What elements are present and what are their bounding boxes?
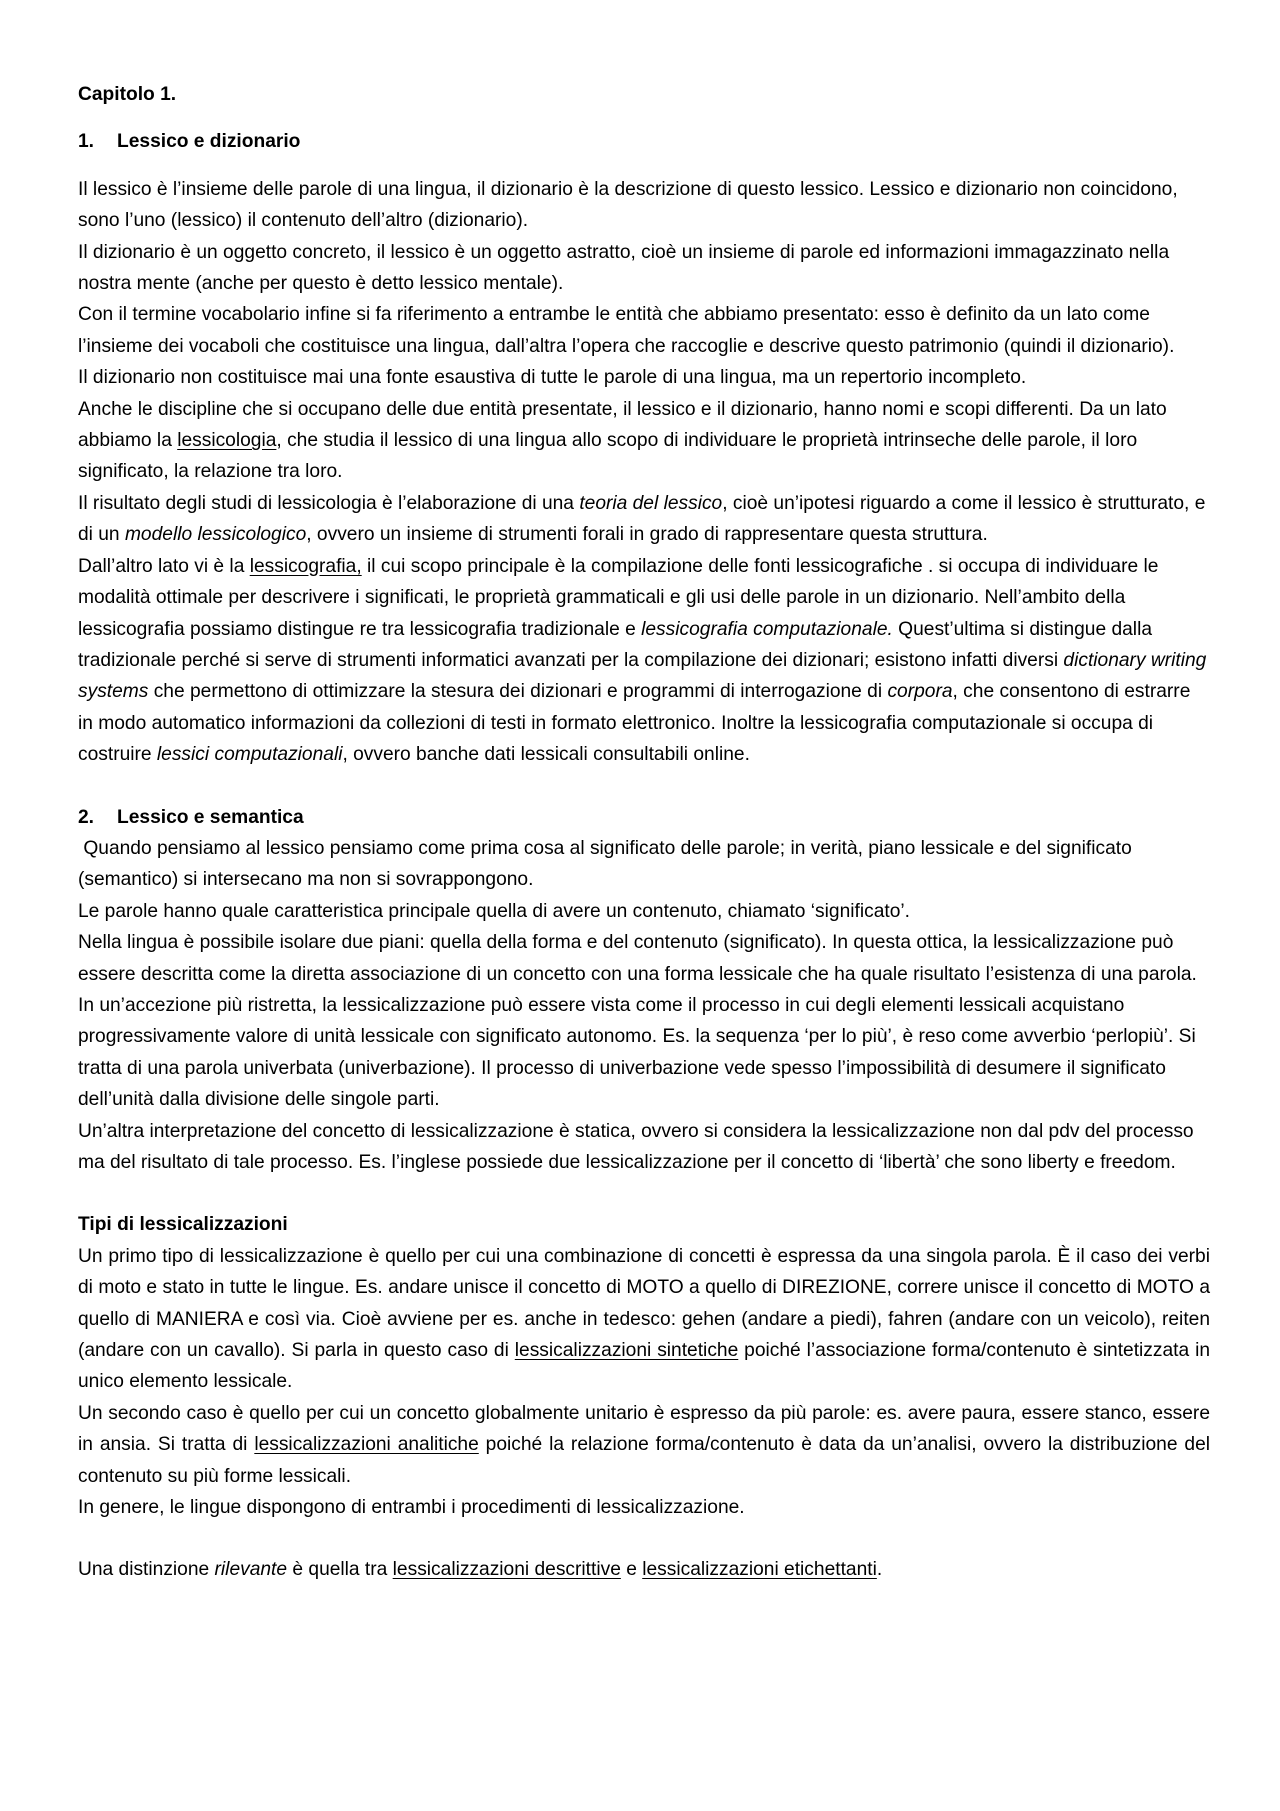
spacer: [78, 1523, 1210, 1554]
term-lessicalizzazioni-etichettanti: lessicalizzazioni etichettanti: [642, 1559, 877, 1581]
section-2-title: Lessico e semantica: [117, 806, 304, 828]
text-run: .: [876, 1559, 883, 1581]
chapter-title: Capitolo 1.: [78, 84, 177, 105]
text-run: Un primo tipo di lessicalizzazione è quello per cui una combinazione di concetti è espressa da una singola parola. È il caso dei verbi di moto e stato in tutte le lingue. Es. andare unisce il concetto di MOTO a quello di DIREZIONE, correre unisce il concetto di MOTO a quello di MANIERA e così via. Cioè avviene per es. anche in tedesco: gehen (andare a piedi), fahren (andare con un veicolo), reiten (andare con un cavallo). Si parla in questo caso di: [78, 1245, 1210, 1362]
text-run: , che studia il lessico di una lingua allo scopo di individuare le proprietà intrinseche delle parole, il loro significato, la relazione tra loro.: [78, 430, 1138, 483]
section-2-heading: [78, 802, 1210, 833]
paragraph: Quando pensiamo al lessico pensiamo come prima cosa al significato delle parole; in verità, piano lessicale e del significato (semantico) si intersecano ma non si sovrappongono.: [78, 837, 1138, 891]
term-lessicalizzazioni-analitiche: lessicalizzazioni analitiche: [254, 1434, 479, 1456]
text-run: è quella tra: [287, 1559, 393, 1581]
section-1-number: 1.: [78, 131, 95, 153]
paragraph: In un’accezione più ristretta, la lessicalizzazione può essere vista come il processo in cui degli elementi lessicali acquistano progressivamente valore di unità lessicale con significato autonomo. Es. la sequenza ‘per lo più’, è reso come avverbio ‘perlopiù’. Si tratta di una parola univerbata (univerbazione). Il processo di univerbazione vede spesso l’impossibilità di desumere il significato dell’unità dalla divisione delle singole parti.: [78, 994, 1196, 1111]
section-1-body: [78, 174, 1210, 771]
term-dictionary-writing-systems: dictionary writing systems: [78, 649, 1207, 703]
spacer: [78, 1178, 1210, 1209]
text-run: che permettono di ottimizzare la stesura dei dizionari e programmi di interrogazione di: [148, 681, 888, 703]
paragraph: In genere, le lingue dispongono di entrambi i procedimenti di lessicalizzazione.: [78, 1497, 745, 1519]
paragraph: Il lessico è l’insieme delle parole di una lingua, il dizionario è la descrizione di questo lessico. Lessico e dizionario non coincidono, sono l’uno (lessico) il contenuto dell’altro (dizionario).: [78, 178, 1178, 232]
paragraph: Con il termine vocabolario infine si fa riferimento a entrambe le entità che abbiamo presentato: esso è definito da un lato come l’insieme dei vocaboli che costituisce una lingua, dall’altra l’opera che raccoglie e descrive questo patrimonio (quindi il dizionario).: [78, 304, 1175, 357]
text-run: Quest’ultima si distingue dalla tradizionale perché si serve di strumenti informatici avanzati per la compilazione dei dizionari; esistono infatti diversi: [78, 618, 1153, 671]
text-run: Dall’altro lato vi è la: [78, 555, 250, 577]
paragraph: [78, 394, 1210, 488]
term-lessici-computazionali: lessici computazionali: [156, 744, 343, 766]
text-run: , che consentono di estrarre in modo automatico informazioni da collezioni di testi in formato elettronico. Inoltre la lessicografia computazionale si occupa di costruire: [78, 681, 1191, 766]
section-1-title: Lessico e dizionario: [117, 131, 301, 153]
section-2-body: [78, 833, 1210, 1178]
subsection-body: [78, 1241, 1210, 1586]
paragraph: Il dizionario non costituisce mai una fonte esaustiva di tutte le parole di una lingua, ma un repertorio incompleto.: [78, 367, 1027, 389]
text-run: , ovvero banche dati lessicali consultabili online.: [342, 744, 750, 766]
term-lessicalizzazioni-descrittive: lessicalizzazioni descrittive: [392, 1559, 621, 1581]
paragraph: [78, 551, 1210, 771]
paragraph: Le parole hanno quale caratteristica principale quella di avere un contenuto, chiamato ‘significato’.: [78, 900, 910, 922]
term-lessicologia: lessicologia: [177, 430, 277, 452]
text-run: , ovvero un insieme di strumenti forali in grado di rappresentare questa struttura.: [306, 524, 988, 546]
term-corpora: corpora: [887, 681, 953, 703]
text-run: poiché l’associazione forma/contenuto è sintetizzata in unico elemento lessicale.: [78, 1340, 1211, 1393]
subsection-heading: Tipi di lessicalizzazioni: [78, 1214, 288, 1236]
text-run: Anche le discipline che si occupano delle due entità presentate, il lessico e il dizionario, hanno nomi e scopi differenti. Da un lato abbiamo la: [78, 398, 1167, 452]
text-run: Una distinzione: [78, 1559, 215, 1581]
paragraph: Un’altra interpretazione del concetto di lessicalizzazione è statica, ovvero si considera la lessicalizzazione non dal pdv del processo ma del risultato di tale processo. Es. l’inglese possiede due lessicalizzazione per il concetto di ‘libertà’ che sono liberty e freedom.: [78, 1120, 1194, 1173]
text-run: il cui scopo principale è la compilazione delle fonti lessicografiche . si occupa di individuare le modalità ottimale per descrivere i significati, le proprietà grammaticali e gli usi delle parole in un dizionario. Nell’ambito della lessicografia possiamo distingue re tra lessicografia tradizionale e: [78, 555, 1159, 640]
term-modello-lessicologico: modello lessicologico: [124, 524, 307, 546]
term-lessicografia: lessicografia,: [249, 555, 362, 577]
spacer: [78, 771, 1210, 802]
paragraph: [78, 1241, 1210, 1398]
text-run: poiché la relazione forma/contenuto è data da un’analisi, ovvero la distribuzione del contenuto su più forme lessicali.: [78, 1434, 1211, 1487]
section-2-number: 2.: [78, 806, 95, 828]
section-1-heading: [78, 126, 1210, 157]
paragraph: [78, 488, 1210, 551]
text-run: Il risultato degli studi di lessicologia è l’elaborazione di una: [78, 492, 580, 514]
text-run: , cioè un’ipotesi riguardo a come il lessico è strutturato, e di un: [78, 492, 1206, 546]
paragraph: [78, 1398, 1210, 1492]
paragraph: Il dizionario è un oggetto concreto, il lessico è un oggetto astratto, cioè un insieme di parole ed informazioni immagazzinato nella nostra mente (anche per questo è detto lessico mentale).: [78, 241, 1170, 295]
term-rilevante: rilevante: [214, 1559, 288, 1581]
paragraph: Nella lingua è possibile isolare due piani: quella della forma e del contenuto (significato). In questa ottica, la lessicalizzazione può essere descritta come la diretta associazione di un concetto con una forma lessicale che ha quale risultato l’esistenza di una parola.: [78, 932, 1197, 985]
text-run: e: [620, 1559, 643, 1581]
paragraph: [78, 1554, 1210, 1585]
term-lessicalizzazioni-sintetiche: lessicalizzazioni sintetiche: [514, 1340, 739, 1362]
term-lessicografia-computazionale: lessicografia computazionale.: [641, 618, 893, 640]
text-run: Un secondo caso è quello per cui un concetto globalmente unitario è espresso da più parole: es. avere paura, essere stanco, essere in ansia. Si tratta di: [78, 1402, 1210, 1456]
term-teoria-del-lessico: teoria del lessico: [579, 492, 723, 514]
